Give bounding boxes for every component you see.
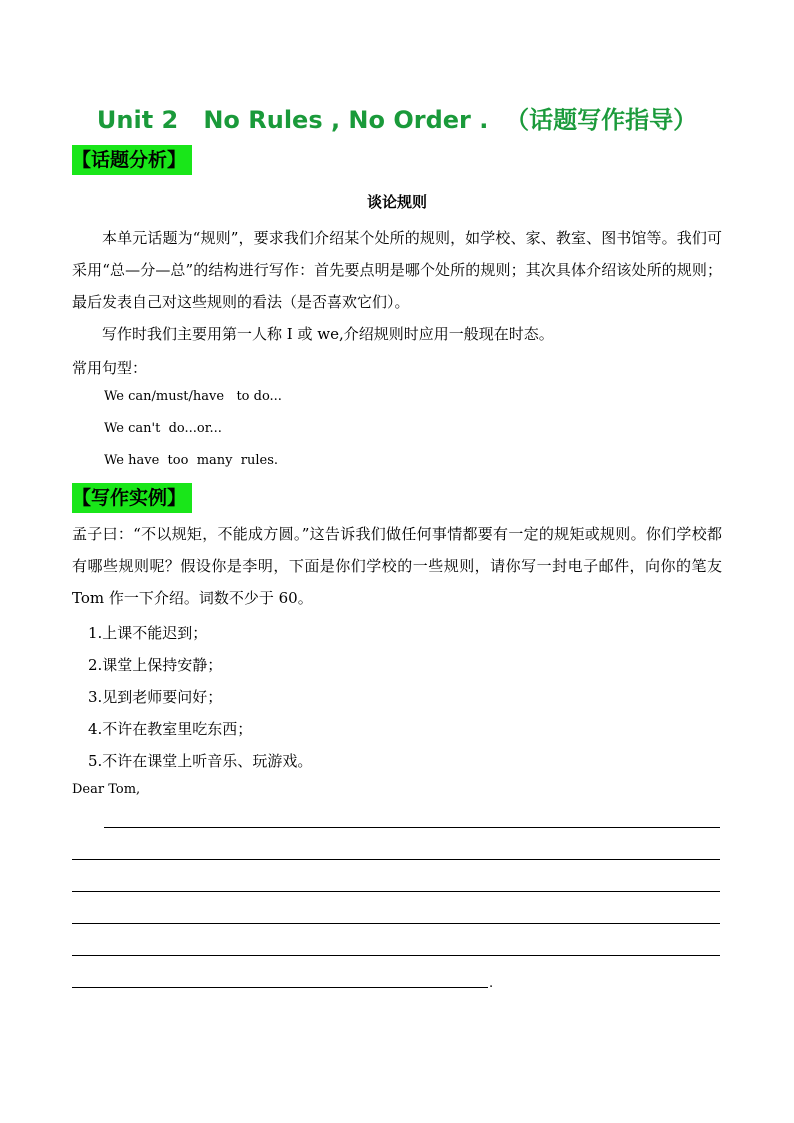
section-tag-topic-analysis: 【话题分析】 [72, 145, 192, 175]
tense-paragraph: 写作时我们主要用第一人称 I 或 we,介绍规则时应用一般现在时态。 [102, 325, 554, 343]
rule-item: 2.课堂上保持安静； [88, 656, 223, 674]
rule-item: 1.上课不能迟到； [88, 624, 208, 642]
end-period: . [489, 976, 494, 991]
rule-item: 4.不许在教室里吃东西； [88, 720, 253, 738]
rule-item: 3.见到老师要问好； [88, 688, 223, 706]
common-sentences-label: 常用句型： [72, 359, 148, 377]
answer-line[interactable] [72, 891, 720, 892]
sentence-pattern: We have too many rules. [104, 453, 278, 468]
answer-line[interactable] [104, 827, 720, 828]
answer-line[interactable] [72, 859, 720, 860]
subheading: 谈论规则 [366, 193, 427, 211]
answer-line[interactable] [72, 987, 488, 988]
letter-greeting: Dear Tom, [72, 782, 141, 797]
intro-paragraph: 本单元话题为“规则”，要求我们介绍某个处所的规则，如学校、家、教室、图书馆等。我们可采用“总—分—总”的结构进行写作：首先要点明是哪个处所的规则；其次具体介绍该处所的规则；最后发表自己对这些规则的看法（是否喜欢它们）。 [72, 229, 722, 311]
rule-item: 5.不许在课堂上听音乐、玩游戏。 [88, 752, 313, 770]
sentence-pattern: We can/must/have to do... [104, 389, 282, 404]
answer-line[interactable] [72, 955, 720, 956]
sentence-pattern: We can't do...or... [104, 421, 222, 436]
answer-line[interactable] [72, 923, 720, 924]
section-tag-writing-example: 【写作实例】 [72, 483, 192, 513]
page-title: Unit 2 No Rules , No Order . （话题写作指导） [96, 106, 698, 134]
writing-prompt: 孟子曰：“不以规矩，不能成方圆。”这告诉我们做任何事情都要有一定的规矩或规则。你们学校都有哪些规则呢？假设你是李明，下面是你们学校的一些规则，请你写一封电子邮件，向你的笔友 Tom 作一下介绍。词数不少于 60。 [72, 525, 722, 607]
